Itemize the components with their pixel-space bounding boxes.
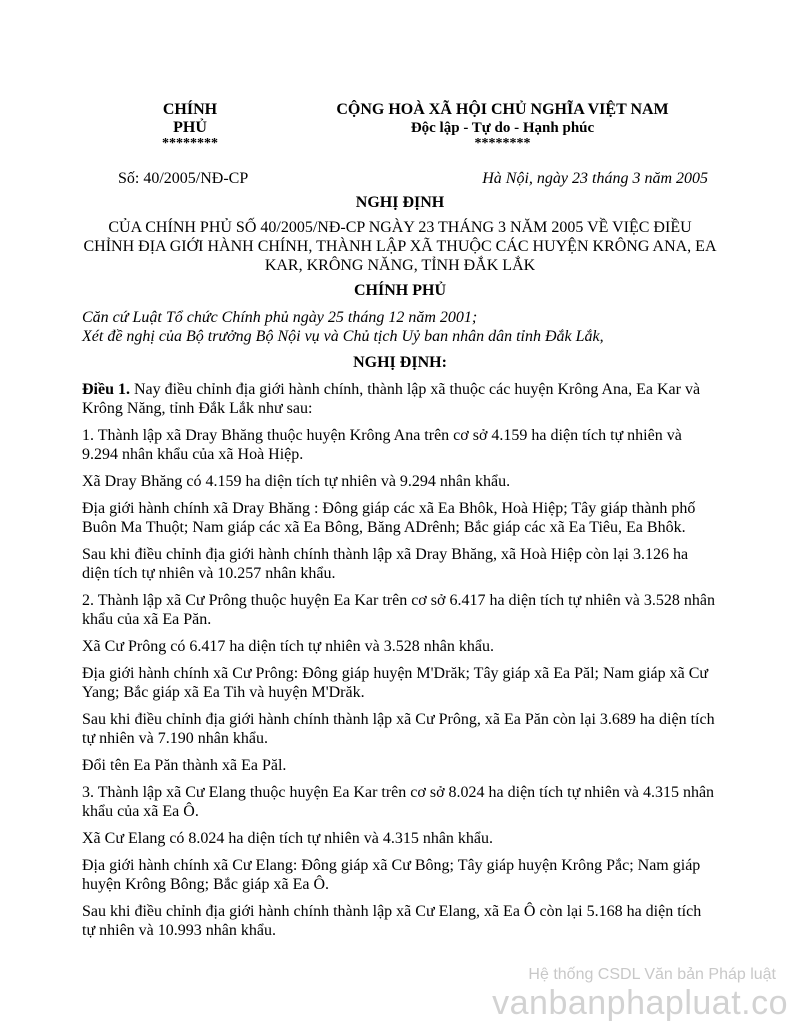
paragraph: Xã Cư Prông có 6.417 ha diện tích tự nhiên và 3.528 nhân khẩu. bbox=[82, 638, 494, 655]
document-number: Số: 40/2005/NĐ-CP bbox=[118, 170, 249, 187]
legal-basis-line: Xét đề nghị của Bộ trưởng Bộ Nội vụ và Chủ tịch Uỷ ban nhân dân tỉnh Đắk Lắk, bbox=[82, 328, 604, 345]
paragraph: Xã Cư Elang có 8.024 ha diện tích tự nhiên và 4.315 nhân khẩu. bbox=[82, 830, 494, 847]
decree-body bbox=[82, 380, 718, 948]
legal-basis bbox=[82, 308, 718, 346]
paragraph: Sau khi điều chỉnh địa giới hành chính thành lập xã Cư Elang, xã Ea Ô còn lại 5.168 ha diện tích tự nhiên và 10.993 nhân khẩu. bbox=[82, 903, 702, 939]
paragraph: Địa giới hành chính xã Cư Prông: Đông giáp huyện M'Drăk; Tây giáp xã Ea Păl; Nam giáp xã Cư Yang; Bắc giáp xã Ea Tih và huyện M'Drăk. bbox=[82, 665, 709, 701]
paragraph: Đổi tên Ea Păn thành xã Ea Păl. bbox=[82, 757, 287, 774]
paragraph: 3. Thành lập xã Cư Elang thuộc huyện Ea Kar trên cơ sở 8.024 ha diện tích tự nhiên và 4.315 nhân khẩu của xã Ea Ô. bbox=[82, 784, 715, 820]
paragraph: 2. Thành lập xã Cư Prông thuộc huyện Ea Kar trên cơ sở 6.417 ha diện tích tự nhiên và 3.528 nhân khẩu của xã Ea Păn. bbox=[82, 592, 715, 628]
national-motto: Độc lập - Tự do - Hạnh phúc bbox=[410, 120, 595, 136]
nation-name: CỘNG HOÀ XÃ HỘI CHỦ NGHĨA VIỆT NAM bbox=[336, 101, 669, 118]
watermark-site: vanbanphapluat.co bbox=[492, 984, 788, 1022]
article-1-label: Điều 1. bbox=[82, 381, 130, 398]
paragraph: Địa giới hành chính xã Cư Elang: Đông giáp xã Cư Bông; Tây giáp huyện Krông Pắc; Nam giáp huyện Krông Bông; Bắc giáp xã Ea Ô. bbox=[82, 857, 701, 893]
national-motto-stars: ******** bbox=[474, 136, 531, 151]
article-1 bbox=[82, 380, 718, 418]
document-subtitle: CỦA CHÍNH PHỦ SỐ 40/2005/NĐ-CP NGÀY 23 THÁNG 3 NĂM 2005 VỀ VIỆC ĐIỀU CHỈNH ĐỊA GIỚI HÀNH CHÍNH, THÀNH LẬP XÃ THUỘC CÁC HUYỆN KRÔNG ANA, EA KAR, KRÔNG NĂNG, TỈNH ĐẮK LẮK bbox=[83, 219, 717, 274]
article-1-intro: Nay điều chỉnh địa giới hành chính, thành lập xã thuộc các huyện Krông Ana, Ea Kar và Krông Năng, tỉnh Đắk Lắk như sau: bbox=[82, 381, 701, 417]
watermark-caption: Hệ thống CSDL Văn bản Pháp luật bbox=[528, 966, 776, 983]
issuing-agency bbox=[145, 101, 235, 151]
paragraph: Sau khi điều chỉnh địa giới hành chính thành lập xã Dray Bhăng, xã Hoà Hiệp còn lại 3.126 ha diện tích tự nhiên và 10.257 nhân khẩu. bbox=[82, 546, 689, 582]
issuing-agency-name: CHÍNH PHỦ bbox=[162, 101, 218, 136]
paragraph: 1. Thành lập xã Dray Bhăng thuộc huyện Krông Ana trên cơ sở 4.159 ha diện tích tự nhiên và 9.294 nhân khẩu của xã Hoà Hiệp. bbox=[82, 427, 682, 463]
paragraph: Địa giới hành chính xã Dray Bhăng : Đông giáp các xã Ea Bhôk, Hoà Hiệp; Tây giáp thành phố Buôn Ma Thuột; Nam giáp các xã Ea Bông, Băng ADrênh; Bắc giáp các xã Ea Tiêu, Ea Bhôk. bbox=[82, 500, 696, 536]
paragraph: Sau khi điều chỉnh địa giới hành chính thành lập xã Cư Prông, xã Ea Păn còn lại 3.689 ha diện tích tự nhiên và 7.190 nhân khẩu. bbox=[82, 711, 715, 747]
issuing-agency-stars: ******** bbox=[162, 136, 218, 151]
paragraph: Xã Dray Bhăng có 4.159 ha diện tích tự nhiên và 9.294 nhân khẩu. bbox=[82, 473, 511, 490]
national-title bbox=[335, 101, 670, 151]
issuer-heading: CHÍNH PHỦ bbox=[354, 282, 446, 299]
document-type-heading: NGHỊ ĐỊNH bbox=[355, 194, 445, 211]
decree-heading: NGHỊ ĐỊNH: bbox=[353, 354, 447, 371]
legal-basis-line: Căn cứ Luật Tổ chức Chính phủ ngày 25 tháng 12 năm 2001; bbox=[82, 309, 478, 326]
document-date: Hà Nội, ngày 23 tháng 3 năm 2005 bbox=[482, 170, 708, 187]
